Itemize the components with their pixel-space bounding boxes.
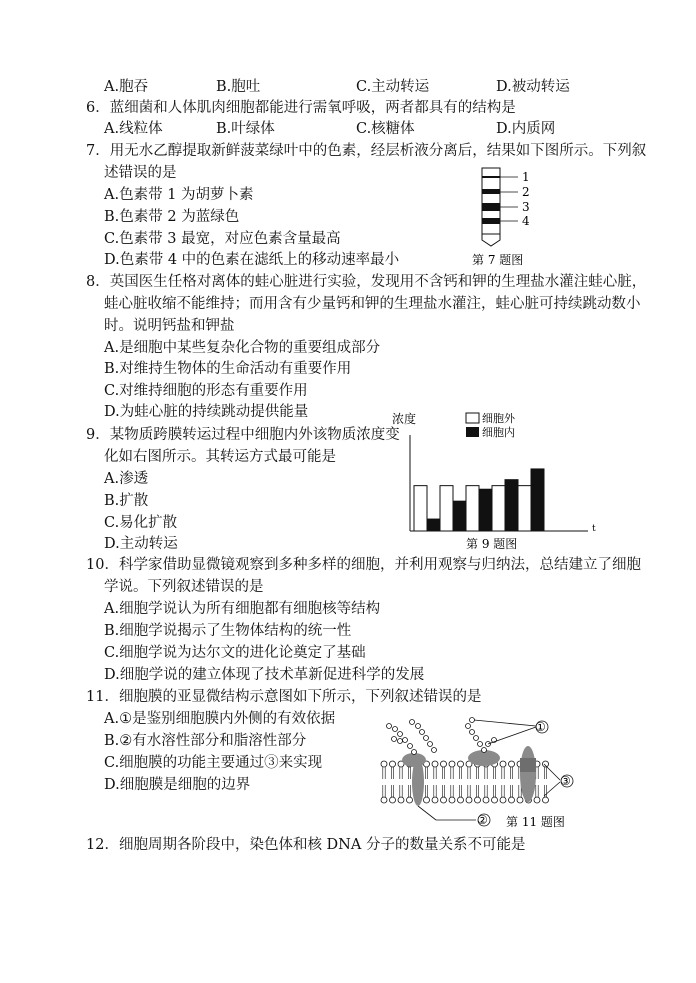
q7-option-d: D.色素带 4 中的色素在滤纸上的移动速率最小 [104, 252, 400, 268]
phospholipid-head [543, 797, 549, 803]
bar-outside-1 [414, 486, 427, 531]
phospholipid-head [509, 797, 515, 803]
q7-option-b: B.色素带 2 为蓝绿色 [104, 209, 240, 225]
bar-outside-4 [492, 486, 505, 531]
q11-stem: 11．细胞膜的亚显微结构示意图如下所示，下列叙述错误的是 [86, 689, 482, 705]
legend-swatch-inside [466, 427, 479, 437]
phospholipid-head [441, 797, 447, 803]
q9-stem-line1: 9．某物质跨膜转运过程中细胞内外该物质浓度变 [86, 427, 400, 443]
phospholipid-head [407, 797, 413, 803]
q8-option-d: D.为蛙心脏的持续跳动提供能量 [104, 404, 309, 420]
q8-option-c: C.对维持细胞的形态有重要作用 [104, 383, 308, 399]
q8-stem-line3: 时。说明钙盐和钾盐 [104, 318, 235, 334]
band-label-3: 3 [522, 200, 530, 214]
legend-label-outside: 细胞外 [482, 412, 515, 425]
q11-option-d: D.细胞膜是细胞的边界 [104, 777, 251, 793]
band-label-2: 2 [522, 185, 530, 199]
q9-option-d: D.主动转运 [104, 536, 178, 552]
bar-inside-1 [427, 519, 440, 531]
q9-option-b: B.扩散 [104, 493, 149, 509]
phospholipid-head [390, 761, 396, 767]
phospholipid-head [458, 761, 464, 767]
q11-option-c: C.细胞膜的功能主要通过③来实现 [104, 755, 323, 771]
phospholipid-head [398, 797, 404, 803]
phospholipid-head [500, 761, 506, 767]
q10-option-b: B.细胞学说揭示了生物体结构的统一性 [104, 623, 352, 639]
glycoprotein-chains [387, 718, 497, 755]
label-2: ② [477, 813, 488, 827]
q9-option-c: C.易化扩散 [104, 515, 178, 531]
pigment-band-2 [482, 189, 500, 194]
phospholipid-head [449, 761, 455, 767]
transmembrane-protein-1 [412, 758, 424, 806]
phospholipid-head [483, 797, 489, 803]
phospholipid-head [424, 797, 430, 803]
phospholipid-head [492, 797, 498, 803]
q5-option-b: B.胞吐 [216, 79, 261, 95]
q10-stem-line2: 学说。下列叙述错误的是 [104, 579, 264, 595]
phospholipid-head [432, 761, 438, 767]
transmembrane-protein-2 [520, 746, 536, 802]
q6-stem: 6．蓝细菌和人体肌肉细胞都能进行需氧呼吸，两者都具有的结构是 [86, 100, 516, 116]
pigment-band-1 [482, 176, 500, 178]
bar-inside-3 [479, 489, 492, 531]
pigment-band-3 [482, 203, 500, 211]
q12-stem: 12．细胞周期各阶段中，染色体和核 DNA 分子的数量关系不可能是 [86, 837, 526, 853]
q5-option-d: D.被动转运 [496, 79, 570, 95]
figure-9-caption: 第 9 题图 [466, 537, 518, 551]
label-1: ① [535, 720, 546, 734]
q9-stem-line2: 化如右图所示。其转运方式最可能是 [104, 449, 336, 465]
q10-option-d: D.细胞学说的建立体现了技术革新促进科学的发展 [104, 667, 425, 683]
bar-outside-2 [440, 486, 453, 531]
cell-membrane-figure [376, 708, 580, 832]
phospholipid-head [500, 797, 506, 803]
q10-option-c: C.细胞学说为达尔文的进化论奠定了基础 [104, 645, 366, 661]
y-axis-label: 浓度 [392, 412, 417, 426]
q5-option-c: C.主动转运 [356, 79, 430, 95]
band-label-4: 4 [522, 214, 530, 228]
q5-option-a: A.胞吞 [104, 79, 149, 95]
band-label-1: 1 [522, 170, 530, 184]
figure-11-caption: 第 11 题图 [506, 815, 565, 829]
phospholipid-head [390, 797, 396, 803]
phospholipid-head [449, 797, 455, 803]
legend-label-inside: 细胞内 [482, 426, 515, 439]
phospholipid-head [475, 797, 481, 803]
phospholipid-head [381, 761, 387, 767]
x-axis-label: t [592, 524, 596, 534]
q10-option-a: A.细胞学说认为所有细胞都有细胞核等结构 [104, 601, 381, 617]
phospholipid-head [432, 797, 438, 803]
phospholipid-head [458, 797, 464, 803]
phospholipid-head [534, 797, 540, 803]
strip-tip [482, 234, 500, 246]
q6-option-a: A.线粒体 [104, 121, 163, 137]
q7-stem-line2: 述错误的是 [104, 165, 177, 181]
q7-option-a: A.色素带 1 为胡萝卜素 [104, 187, 254, 203]
bar-outside-3 [466, 486, 479, 531]
q7-stem-line1: 7．用无水乙醇提取新鲜菠菜绿叶中的色素，经层析液分离后，结果如下图所示。下列叙 [86, 143, 647, 159]
bar-inside-5 [531, 469, 544, 531]
legend-swatch-outside [466, 413, 479, 423]
q8-option-b: B.对维持生物体的生命活动有重要作用 [104, 361, 352, 377]
bar-inside-4 [505, 480, 518, 531]
chromatography-strip-figure [468, 164, 558, 270]
q9-option-a: A.渗透 [104, 471, 149, 487]
q6-option-c: C.核糖体 [356, 121, 415, 137]
q8-option-a: A.是细胞中某些复杂化合物的重要组成部分 [104, 340, 381, 356]
q10-stem-line1: 10．科学家借助显微镜观察到多种多样的细胞，并利用观察与归纳法，总结建立了细胞 [86, 557, 641, 573]
q11-option-a: A.①是鉴别细胞膜内外侧的有效依据 [104, 711, 336, 727]
concentration-bar-chart [380, 405, 602, 553]
q7-option-c: C.色素带 3 最宽，对应色素含量最高 [104, 231, 341, 247]
phospholipid-head [543, 761, 549, 767]
bar-inside-2 [453, 501, 466, 531]
bars-group [414, 469, 544, 531]
phospholipid-head [381, 797, 387, 803]
q8-stem-line1: 8．英国医生任格对离体的蛙心脏进行实验，发现用不含钙和钾的生理盐水灌注蛙心脏， [86, 274, 647, 290]
q6-option-b: B.叶绿体 [216, 121, 275, 137]
q11-option-b: B.②有水溶性部分和脂溶性部分 [104, 733, 307, 749]
phospholipid-head [509, 761, 515, 767]
bar-outside-5 [518, 486, 531, 531]
figure-7-caption: 第 7 题图 [472, 253, 524, 267]
q8-stem-line2: 蛙心脏收缩不能维持；而用含有少量钙和钾的生理盐水灌注，蛙心脏可持续跳动数小 [104, 296, 641, 312]
phospholipid-head [441, 761, 447, 767]
q6-option-d: D.内质网 [496, 121, 556, 137]
channel-protein [520, 758, 536, 772]
phospholipid-head [517, 797, 523, 803]
phospholipid-head [466, 797, 472, 803]
label-3: ③ [560, 774, 571, 788]
pigment-band-4 [482, 218, 500, 224]
